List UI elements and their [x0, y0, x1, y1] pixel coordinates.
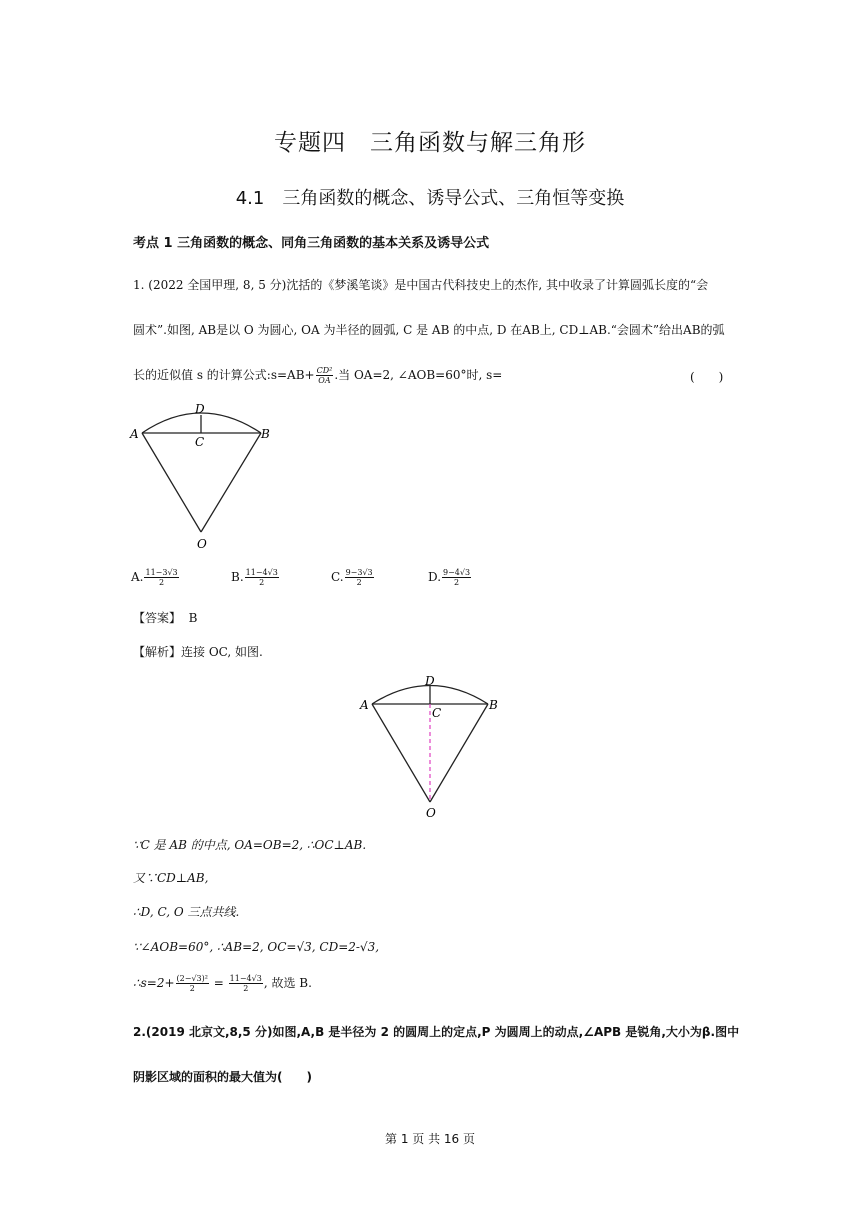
label-c-2: C — [432, 706, 442, 720]
solution-line-2: 又∵CD⊥AB, — [133, 871, 209, 885]
segment-oa — [142, 433, 201, 532]
label-b: B — [261, 427, 270, 441]
label-d-2: D — [425, 674, 435, 688]
solution-line-4: ∵∠AOB=60°, ∴AB=2, OC=√3, CD=2-√3, — [133, 940, 380, 954]
answer-label: 【答案】 — [133, 611, 182, 625]
option-a: A. $\frac{11-3√3}{2}$ — [131, 568, 178, 587]
figure-2 — [358, 672, 508, 822]
solution-line-3: ∴D, C, O 三点共线. — [133, 905, 240, 919]
solution-line-1: ∵C 是 AB 的中点, OA=OB=2, ∴OC⊥AB. — [133, 838, 367, 852]
label-b-2: B — [489, 698, 498, 712]
answer-line — [133, 609, 197, 627]
option-c: C. $\frac{9-3√3}{2}$ — [331, 568, 373, 587]
label-o-2: O — [426, 806, 436, 820]
analysis-label: 【解析】 — [133, 645, 182, 659]
q2-line1: 2.(2019 北京文,8,5 分)如图,A,B 是半径为 2 的圆周上的定点,P 为圆周上的动点,∠APB 是锐角,大小为β.图中 — [133, 1025, 740, 1039]
q1-line2: 圆术”.如图, AB是以 O 为圆心, OA 为半径的圆弧, C 是 AB 的中点, D 在AB上, CD⊥AB.“会圆术”给出AB的弧 — [133, 323, 725, 337]
analysis-line — [133, 643, 263, 661]
page-subtitle: 4.1 三角函数的概念、诱导公式、三角恒等变换 — [235, 188, 625, 209]
option-d: D. $\frac{9-4√3}{2}$ — [428, 568, 471, 587]
label-c: C — [195, 435, 205, 449]
q1-line3-post: .当 OA=2, ∠AOB=60°时, s= — [334, 368, 503, 382]
q2-line2: 阴影区域的面积的最大值为( ) — [133, 1070, 312, 1084]
page-title: 专题四 三角函数与解三角形 — [274, 130, 586, 156]
label-o: O — [197, 537, 207, 551]
solution-line-5: ∴s=2+ $\frac{\text{(2−√3)²}}{2}$ = $\frac{11-4√3}{2}$ , 故选 B. — [133, 974, 312, 993]
q1-line3 — [133, 366, 502, 385]
label-a-2: A — [360, 698, 369, 712]
q1-formula-fraction: $\frac{\text{CD²}}{OA}$ — [316, 366, 333, 385]
segment-ob — [201, 433, 261, 532]
label-d: D — [195, 402, 205, 416]
analysis-text: 连接 OC, 如图. — [181, 645, 263, 659]
answer-value: B — [188, 611, 198, 625]
label-a: A — [130, 427, 139, 441]
page-footer: 第 1 页 共 16 页 — [385, 1132, 475, 1146]
q1-line3-pre: 长的近似值 s 的计算公式:s=AB+ — [133, 368, 315, 382]
figure-1 — [125, 398, 285, 553]
q1-answer-paren: ( ) — [690, 370, 724, 384]
segment-oa-2 — [372, 704, 430, 802]
section-heading: 考点 1 三角函数的概念、同角三角函数的基本关系及诱导公式 — [133, 236, 490, 251]
q1-line1: 1. (2022 全国甲理, 8, 5 分)沈括的《梦溪笔谈》是中国古代科技史上的杰作, 其中收录了计算圆弧长度的“会 — [133, 278, 709, 292]
option-b: B. $\frac{11-4√3}{2}$ — [231, 568, 278, 587]
